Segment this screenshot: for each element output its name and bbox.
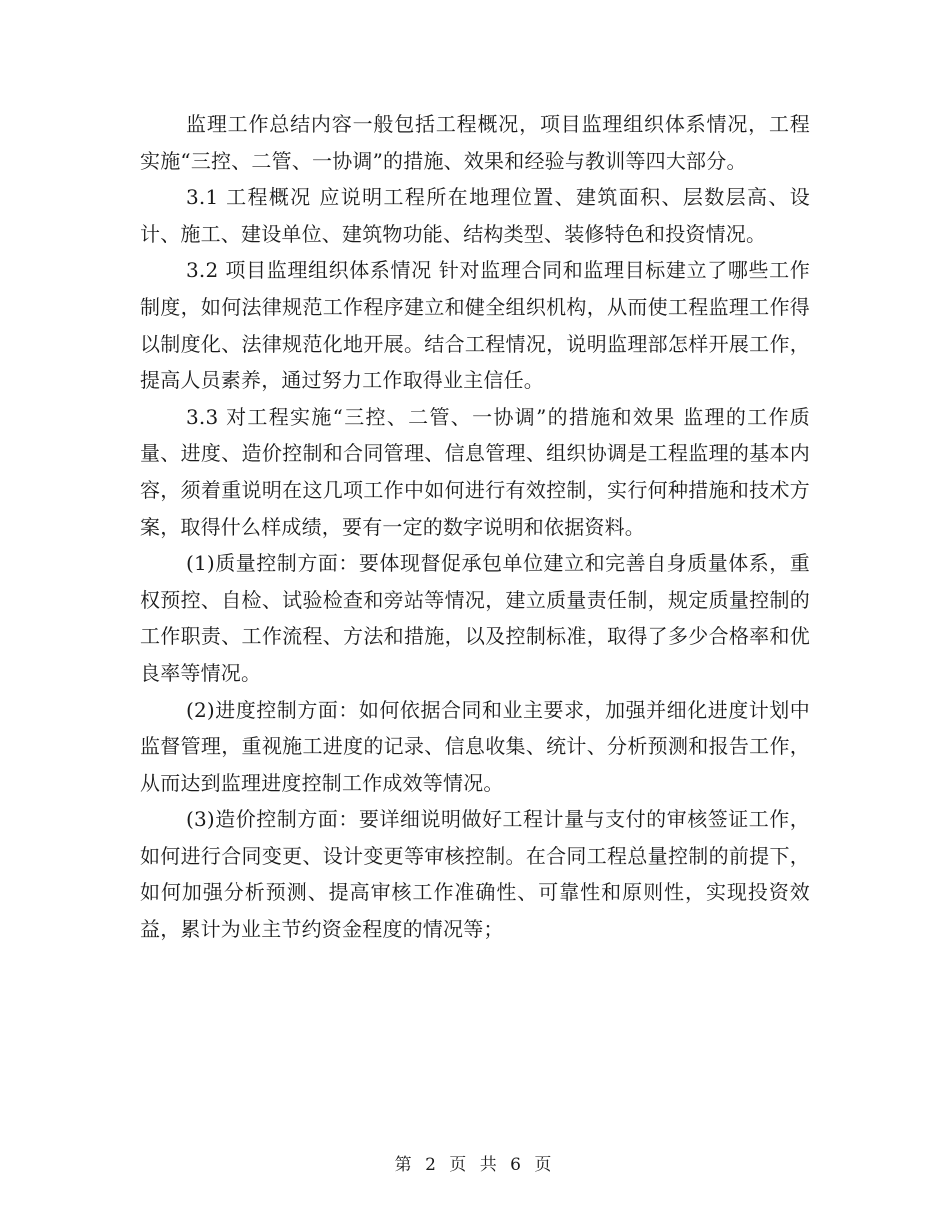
paragraph-schedule-control: (2)进度控制方面：如何依据合同和业主要求，加强并细化进度计划中监督管理，重视施工进度的记录、信息收集、统计、分析预测和报告工作，从而达到监理进度控制工作成效等情况。 [140,697,810,795]
document-body [140,106,810,948]
paragraph-quality-control: (1)质量控制方面：要体现督促承包单位建立和完善自身质量体系，重权预控、自检、试验检查和旁站等情况，建立质量责任制，规定质量控制的工作职责、工作流程、方法和措施，以及控制标准，取得了多少合格率和优良率等情况。 [140,551,810,685]
paragraph-3-1-project-overview: 3.1 工程概况 应说明工程所在地理位置、建筑面积、层数层高、设计、施工、建设单位、建筑物功能、结构类型、装修特色和投资情况。 [140,185,810,246]
page-number-footer: 第 2 页 共 6 页 [394,1155,556,1175]
paragraph-3-2-organization: 3.2 项目监理组织体系情况 针对监理合同和监理目标建立了哪些工作制度，如何法律规范工作程序建立和健全组织机构，从而使工程监理工作得以制度化、法律规范化地开展。结合工程情况，说明监理部怎样开展工作，提高人员素养，通过努力工作取得业主信任。 [140,258,810,393]
paragraph-intro: 监理工作总结内容一般包括工程概况，项目监理组织体系情况，工程实施“三控、二管、一协调”的措施、效果和经验与教训等四大部分。 [140,112,810,173]
paragraph-cost-control: (3)造价控制方面：要详细说明做好工程计量与支付的审核签证工作，如何进行合同变更、设计变更等审核控制。在合同工程总量控制的前提下，如何加强分析预测、提高审核工作准确性、可靠性和原则性，实现投资效益，累计为业主节约资金程度的情况等； [140,807,810,942]
paragraph-3-3-measures: 3.3 对工程实施“三控、二管、一协调”的措施和效果 监理的工作质量、进度、造价控制和合同管理、信息管理、组织协调是工程监理的基本内容，须着重说明在这几项工作中如何进行有效控制，实行何种措施和技术方案，取得什么样成绩，要有一定的数字说明和依据资料。 [140,404,810,539]
